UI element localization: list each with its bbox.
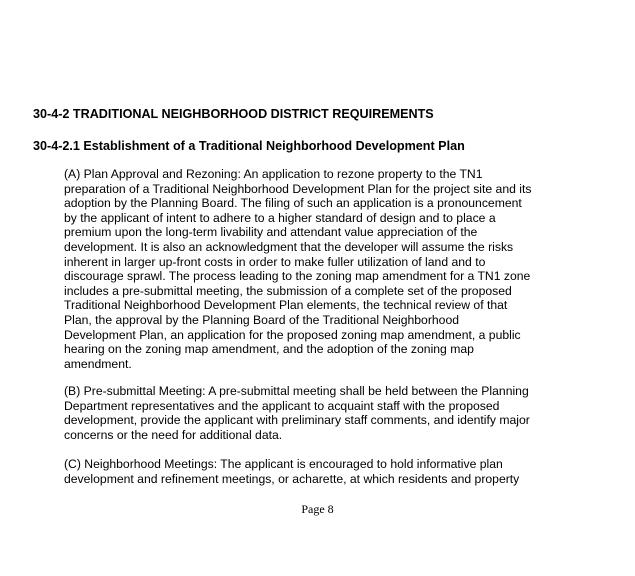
text-line: Plan, the approval by the Planning Board of the Traditional Neighborhood — [64, 312, 460, 327]
text-line: by the applicant of intent to adhere to a higher standard of design and to place a — [64, 210, 496, 225]
paragraph-plan-approval — [64, 167, 584, 371]
text-line: development, provide the applicant with preliminary staff comments, and identify major — [64, 413, 530, 428]
page-number: Page 8 — [301, 502, 334, 516]
text-line: (C) Neighborhood Meetings: The applicant is encouraged to hold informative plan — [64, 457, 503, 471]
text-line: (B) Pre-submittal Meeting: A pre-submittal meeting shall be held between the Planning — [64, 384, 529, 398]
paragraph-pre-submittal-meeting — [64, 384, 584, 442]
text-line: development. It is also an acknowledgment that the developer will assume the risks — [64, 239, 514, 254]
text-line: Department representatives and the applicant to acquaint staff with the proposed — [64, 398, 500, 413]
text-line: adoption by the Planning Board. The filing of such an application is a pronouncement — [64, 196, 522, 211]
paragraph-neighborhood-meetings — [64, 457, 584, 486]
subsection-title: 30-4-2.1 Establishment of a Traditional Neighborhood Development Plan — [33, 139, 465, 153]
text-line: development and refinement meetings, or acharette, at which residents and property — [64, 471, 520, 486]
text-line: premium upon the long-term livability and attendant value appreciation of the — [64, 225, 478, 240]
text-line: Traditional Neighborhood Development Plan elements, the technical review of that — [64, 298, 508, 313]
text-line: preparation of a Traditional Neighborhood Development Plan for the project site and its — [64, 181, 532, 196]
text-line: amendment. — [64, 356, 132, 371]
text-line: hearing on the zoning map amendment, and the adoption of the zoning map — [64, 342, 474, 357]
section-title: 30-4-2 TRADITIONAL NEIGHBORHOOD DISTRICT REQUIREMENTS — [33, 107, 434, 121]
text-line: inherent in larger up-front costs in order to make fuller utilization of land and to — [64, 254, 486, 269]
text-line: includes a pre-submittal meeting, the submission of a complete set of the proposed — [64, 283, 512, 298]
text-line: Development Plan, an application for the proposed zoning map amendment, a public — [64, 327, 521, 342]
text-line: concerns or the need for additional data. — [64, 427, 283, 442]
text-line: discourage sprawl. The process leading to the zoning map amendment for a TN1 zone — [64, 269, 531, 284]
text-line: (A) Plan Approval and Rezoning: An application to rezone property to the TN1 — [64, 167, 483, 181]
